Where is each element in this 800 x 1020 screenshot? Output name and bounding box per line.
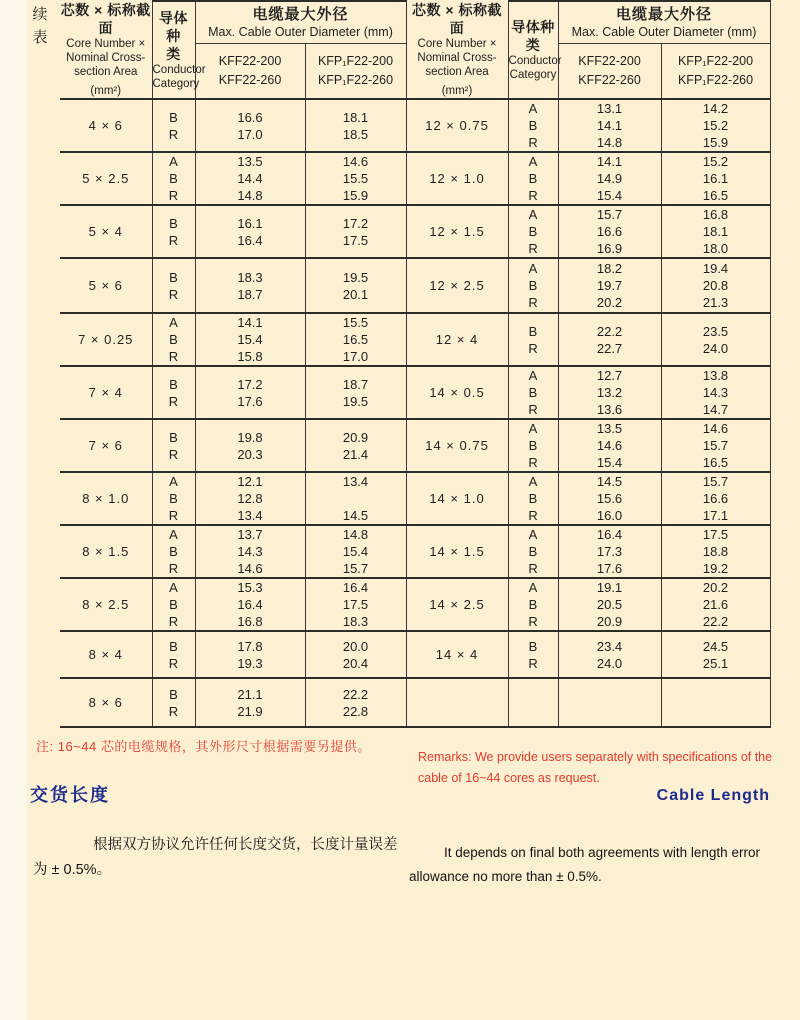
kfp-values-cell-left: 20.9 21.4 [305, 419, 406, 472]
category-cell-left: B R [152, 258, 195, 313]
kfp-values-cell-left: 18.7 19.5 [305, 366, 406, 419]
category-cell-right [508, 678, 558, 727]
kfp-values-cell-left: 16.4 17.5 18.3 [305, 578, 406, 631]
size-cell-left: 7 × 4 [60, 366, 152, 419]
size-cell-right: 12 × 0.75 [406, 99, 508, 152]
header-diameter-left: 电缆最大外径 Max. Cable Outer Diameter (mm) [195, 1, 406, 43]
category-cell-right: A B R [508, 366, 558, 419]
size-cell-right: 14 × 2.5 [406, 578, 508, 631]
size-cell-left: 8 × 4 [60, 631, 152, 678]
kff-values-cell-right: 14.1 14.9 15.4 [558, 152, 661, 205]
table-header [60, 1, 770, 99]
table-row [60, 631, 770, 678]
category-cell-right: A B R [508, 152, 558, 205]
table-row [60, 152, 770, 205]
size-cell-right: 14 × 1.0 [406, 472, 508, 525]
size-cell-left: 7 × 0.25 [60, 313, 152, 366]
table-row [60, 578, 770, 631]
note-en: Remarks: We provide users separately with specifications of the cable of 16~44 cores as request. [418, 750, 773, 785]
kff-values-cell-left: 12.1 12.8 13.4 [195, 472, 305, 525]
table-row [60, 525, 770, 578]
kff-values-cell-left: 21.1 21.9 [195, 678, 305, 727]
cable-length-body-en: It depends on final both agreements with length error allowance no more than ± 0.5%. [409, 845, 760, 884]
kfp-values-cell-right: 14.6 15.7 16.5 [661, 419, 770, 472]
kfp-values-cell-left: 13.4 14.5 [305, 472, 406, 525]
kff-values-cell-right: 19.1 20.5 20.9 [558, 578, 661, 631]
size-cell-left: 8 × 2.5 [60, 578, 152, 631]
category-cell-left: A B R [152, 578, 195, 631]
category-cell-right: B R [508, 313, 558, 366]
category-cell-left: A B R [152, 472, 195, 525]
category-cell-left: A B R [152, 313, 195, 366]
kfp-values-cell-right: 15.7 16.6 17.1 [661, 472, 770, 525]
kfp-values-cell-left: 22.2 22.8 [305, 678, 406, 727]
kff-values-cell-right: 12.7 13.2 13.6 [558, 366, 661, 419]
kff-values-cell-left: 16.6 17.0 [195, 99, 305, 152]
size-cell-left: 8 × 1.0 [60, 472, 152, 525]
header-core-number-right: 芯数 × 标称截面 Core Number × Nominal Cross- section Area (mm²) [406, 1, 508, 99]
kfp-values-cell-right: 17.5 18.8 19.2 [661, 525, 770, 578]
size-cell-right [406, 678, 508, 727]
kfp-values-cell-left: 14.6 15.5 15.9 [305, 152, 406, 205]
kff-values-cell-left: 17.8 19.3 [195, 631, 305, 678]
kfp-values-cell-left: 14.8 15.4 15.7 [305, 525, 406, 578]
table-row [60, 205, 770, 258]
kff-values-cell-left: 17.2 17.6 [195, 366, 305, 419]
kff-values-cell-right: 15.7 16.6 16.9 [558, 205, 661, 258]
size-cell-right: 12 × 2.5 [406, 258, 508, 313]
header-kfp-right: KFP₁F22-200 KFP₁F22-260 [661, 43, 770, 99]
table-row [60, 678, 770, 727]
kfp-values-cell-right: 23.5 24.0 [661, 313, 770, 366]
kff-values-cell-left: 15.3 16.4 16.8 [195, 578, 305, 631]
header-kfp-left: KFP₁F22-200 KFP₁F22-260 [305, 43, 406, 99]
header-kff-left: KFF22-200 KFF22-260 [195, 43, 305, 99]
header-core-number-left: 芯数 × 标称截面 Core Number × Nominal Cross- section Area (mm²) [60, 2, 151, 97]
header-diameter-right: 电缆最大外径 Max. Cable Outer Diameter (mm) [558, 1, 770, 43]
category-cell-left: A B R [152, 152, 195, 205]
size-cell-right: 14 × 4 [406, 631, 508, 678]
kfp-values-cell-right [661, 678, 770, 727]
kff-values-cell-right: 16.4 17.3 17.6 [558, 525, 661, 578]
table-row [60, 313, 770, 366]
category-cell-right: A B R [508, 205, 558, 258]
category-cell-right: B R [508, 631, 558, 678]
size-cell-left: 5 × 2.5 [60, 152, 152, 205]
kff-values-cell-right: 13.5 14.6 15.4 [558, 419, 661, 472]
kff-values-cell-right: 14.5 15.6 16.0 [558, 472, 661, 525]
cable-diameter-table [60, 0, 771, 728]
header-conductor-right: 导体种 类 Conductor Category [508, 1, 558, 99]
kff-values-cell-left: 16.1 16.4 [195, 205, 305, 258]
kff-values-cell-left: 19.8 20.3 [195, 419, 305, 472]
category-cell-left: B R [152, 631, 195, 678]
kff-values-cell-left: 13.7 14.3 14.6 [195, 525, 305, 578]
kff-values-cell-left: 13.5 14.4 14.8 [195, 152, 305, 205]
size-cell-left: 7 × 6 [60, 419, 152, 472]
kfp-values-cell-right: 13.8 14.3 14.7 [661, 366, 770, 419]
kff-values-cell-left: 14.1 15.4 15.8 [195, 313, 305, 366]
cable-length-title-en: Cable Length [656, 787, 770, 804]
category-cell-right: A B R [508, 525, 558, 578]
table-row [60, 419, 770, 472]
category-cell-right: A B R [508, 419, 558, 472]
kfp-values-cell-right: 20.2 21.6 22.2 [661, 578, 770, 631]
size-cell-right: 14 × 1.5 [406, 525, 508, 578]
page-edge-strip [0, 0, 27, 1020]
table-row [60, 472, 770, 525]
size-cell-left: 5 × 6 [60, 258, 152, 313]
size-cell-right: 14 × 0.5 [406, 366, 508, 419]
table-row [60, 99, 770, 152]
kfp-values-cell-left: 20.0 20.4 [305, 631, 406, 678]
continued-table-label: 续表 [32, 6, 48, 47]
kfp-values-cell-left: 15.5 16.5 17.0 [305, 313, 406, 366]
table-row [60, 258, 770, 313]
spec-table-wrap [60, 0, 771, 728]
category-cell-right: A B R [508, 99, 558, 152]
kfp-values-cell-right: 14.2 15.2 15.9 [661, 99, 770, 152]
header-kff-right: KFF22-200 KFF22-260 [558, 43, 661, 99]
size-cell-left: 8 × 6 [60, 678, 152, 727]
kff-values-cell-right [558, 678, 661, 727]
kfp-values-cell-right: 15.2 16.1 16.5 [661, 152, 770, 205]
kfp-values-cell-right: 19.4 20.8 21.3 [661, 258, 770, 313]
table-body [60, 99, 770, 727]
kff-values-cell-right: 22.2 22.7 [558, 313, 661, 366]
category-cell-right: A B R [508, 472, 558, 525]
kfp-values-cell-left: 19.5 20.1 [305, 258, 406, 313]
kfp-values-cell-left: 17.2 17.5 [305, 205, 406, 258]
note-zh: 注: 16~44 芯的电缆规格，其外形尺寸根据需要另提供。 [36, 739, 371, 754]
kff-values-cell-right: 23.4 24.0 [558, 631, 661, 678]
cable-length-body-zh: 根据双方协议允许任何长度交货，长度计量误差为 ± 0.5%。 [33, 837, 398, 878]
category-cell-left: B R [152, 366, 195, 419]
size-cell-right: 14 × 0.75 [406, 419, 508, 472]
kfp-values-cell-left: 18.1 18.5 [305, 99, 406, 152]
kfp-values-cell-right: 16.8 18.1 18.0 [661, 205, 770, 258]
table-row [60, 366, 770, 419]
size-cell-left: 5 × 4 [60, 205, 152, 258]
kff-values-cell-left: 18.3 18.7 [195, 258, 305, 313]
size-cell-right: 12 × 1.5 [406, 205, 508, 258]
category-cell-left: B R [152, 99, 195, 152]
size-cell-right: 12 × 4 [406, 313, 508, 366]
category-cell-left: A B R [152, 525, 195, 578]
category-cell-right: A B R [508, 258, 558, 313]
kff-values-cell-right: 18.2 19.7 20.2 [558, 258, 661, 313]
size-cell-left: 4 × 6 [60, 99, 152, 152]
size-cell-right: 12 × 1.0 [406, 152, 508, 205]
category-cell-right: A B R [508, 578, 558, 631]
kff-values-cell-right: 13.1 14.1 14.8 [558, 99, 661, 152]
category-cell-left: B R [152, 678, 195, 727]
kfp-values-cell-right: 24.5 25.1 [661, 631, 770, 678]
header-conductor-left: 导体种 类 Conductor Category [152, 1, 195, 99]
header-core-zh: 芯数 × 标称截面 [60, 2, 151, 36]
category-cell-left: B R [152, 419, 195, 472]
category-cell-left: B R [152, 205, 195, 258]
size-cell-left: 8 × 1.5 [60, 525, 152, 578]
cable-length-title-zh: 交货长度 [30, 785, 110, 805]
